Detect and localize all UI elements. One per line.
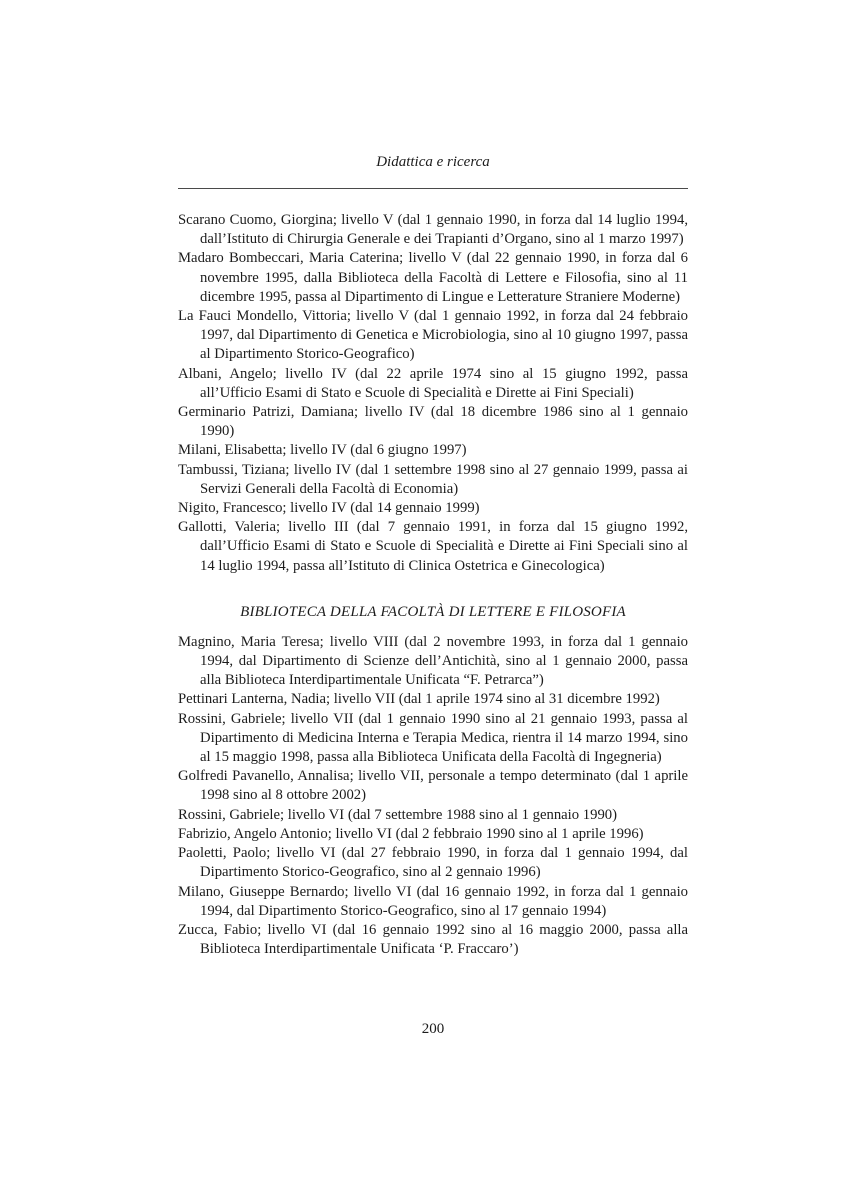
section-heading: BIBLIOTECA DELLA FACOLTÀ DI LETTERE E FILOSOFIA bbox=[240, 603, 626, 620]
personnel-entry: Fabrizio, Angelo Antonio; livello VI (dal 2 febbraio 1990 sino al 1 aprile 1996) bbox=[178, 825, 644, 842]
personnel-entry: Scarano Cuomo, Giorgina; livello V (dal 1 gennaio 1990, in forza dal 14 luglio 1994, dall’Istituto di Chirurgia Generale e dei Trapianti d’Organo, sino al 1 marzo 1997) bbox=[178, 212, 688, 248]
personnel-entry: La Fauci Mondello, Vittoria; livello V (dal 1 gennaio 1992, in forza dal 24 febbraio 1997, dal Dipartimento di Genetica e Microbiologia, sino al 10 giugno 1997, passa al Dipartimento Storico-Geografico) bbox=[178, 308, 688, 363]
personnel-entry: Rossini, Gabriele; livello VI (dal 7 settembre 1988 sino al 1 gennaio 1990) bbox=[178, 806, 618, 823]
personnel-entry: Golfredi Pavanello, Annalisa; livello VII, personale a tempo determinato (dal 1 aprile 1998 sino al 8 ottobre 2002) bbox=[178, 768, 688, 804]
personnel-entry: Milano, Giuseppe Bernardo; livello VI (dal 16 gennaio 1992, in forza dal 1 gennaio 1994, dal Dipartimento Storico-Geografico, sino al 17 gennaio 1994) bbox=[178, 883, 688, 919]
personnel-list-primary bbox=[178, 211, 688, 576]
personnel-entry: Milani, Elisabetta; livello IV (dal 6 giugno 1997) bbox=[178, 442, 467, 459]
personnel-list-biblioteca bbox=[178, 633, 688, 959]
header-rule bbox=[178, 188, 688, 189]
personnel-entry: Tambussi, Tiziana; livello IV (dal 1 settembre 1998 sino al 27 gennaio 1999, passa ai Servizi Generali della Facoltà di Economia) bbox=[178, 461, 688, 497]
personnel-entry: Madaro Bombeccari, Maria Caterina; livello V (dal 22 gennaio 1990, in forza dal 6 novembre 1995, dalla Biblioteca della Facoltà di Lettere e Filosofia, sino al 11 dicembre 1995, passa al Dipartimento di Lingue e Letterature Straniere Moderne) bbox=[178, 250, 688, 305]
personnel-entry: Nigito, Francesco; livello IV (dal 14 gennaio 1999) bbox=[178, 500, 480, 517]
personnel-entry: Magnino, Maria Teresa; livello VIII (dal 2 novembre 1993, in forza dal 1 gennaio 1994, dal Dipartimento di Scienze dell’Antichità, sino al 1 gennaio 2000, passa alla Biblioteca Interdipartimentale Unificata “F. Petrarca”) bbox=[178, 633, 688, 689]
personnel-entry: Germinario Patrizi, Damiana; livello IV (dal 18 dicembre 1986 sino al 1 gennaio 1990) bbox=[178, 404, 688, 440]
personnel-entry: Rossini, Gabriele; livello VII (dal 1 gennaio 1990 sino al 21 gennaio 1993, passa al Dipartimento di Medicina Interna e Terapia Medica, rientra il 14 marzo 1994, sino al 15 maggio 1998, passa alla Biblioteca Unificata della Facoltà di Ingegneria) bbox=[178, 710, 688, 766]
personnel-entry: Paoletti, Paolo; livello VI (dal 27 febbraio 1990, in forza dal 1 gennaio 1994, dal Dipartimento Storico-Geografico, sino al 2 gennaio 1996) bbox=[178, 845, 688, 881]
personnel-entry: Pettinari Lanterna, Nadia; livello VII (dal 1 aprile 1974 sino al 31 dicembre 1992) bbox=[178, 691, 660, 708]
personnel-entry: Albani, Angelo; livello IV (dal 22 aprile 1974 sino al 15 giugno 1992, passa all’Ufficio Esami di Stato e Scuole di Specialità e Dirette ai Fini Speciali) bbox=[178, 365, 688, 401]
page-body bbox=[178, 211, 688, 959]
page-number: 200 bbox=[421, 1021, 445, 1037]
running-header: Didattica e ricerca bbox=[376, 154, 490, 170]
personnel-entry: Zucca, Fabio; livello VI (dal 16 gennaio 1992 sino al 16 maggio 2000, passa alla Biblioteca Interdipartimentale Unificata ‘P. Fraccaro’) bbox=[178, 921, 688, 958]
personnel-entry: Gallotti, Valeria; livello III (dal 7 gennaio 1991, in forza dal 15 giugno 1992, dall’Ufficio Esami di Stato e Scuole di Specialità e Dirette ai Fini Speciali sino al 14 luglio 1994, passa all’Istituto di Clinica Ostetrica e Ginecologica) bbox=[178, 519, 688, 574]
